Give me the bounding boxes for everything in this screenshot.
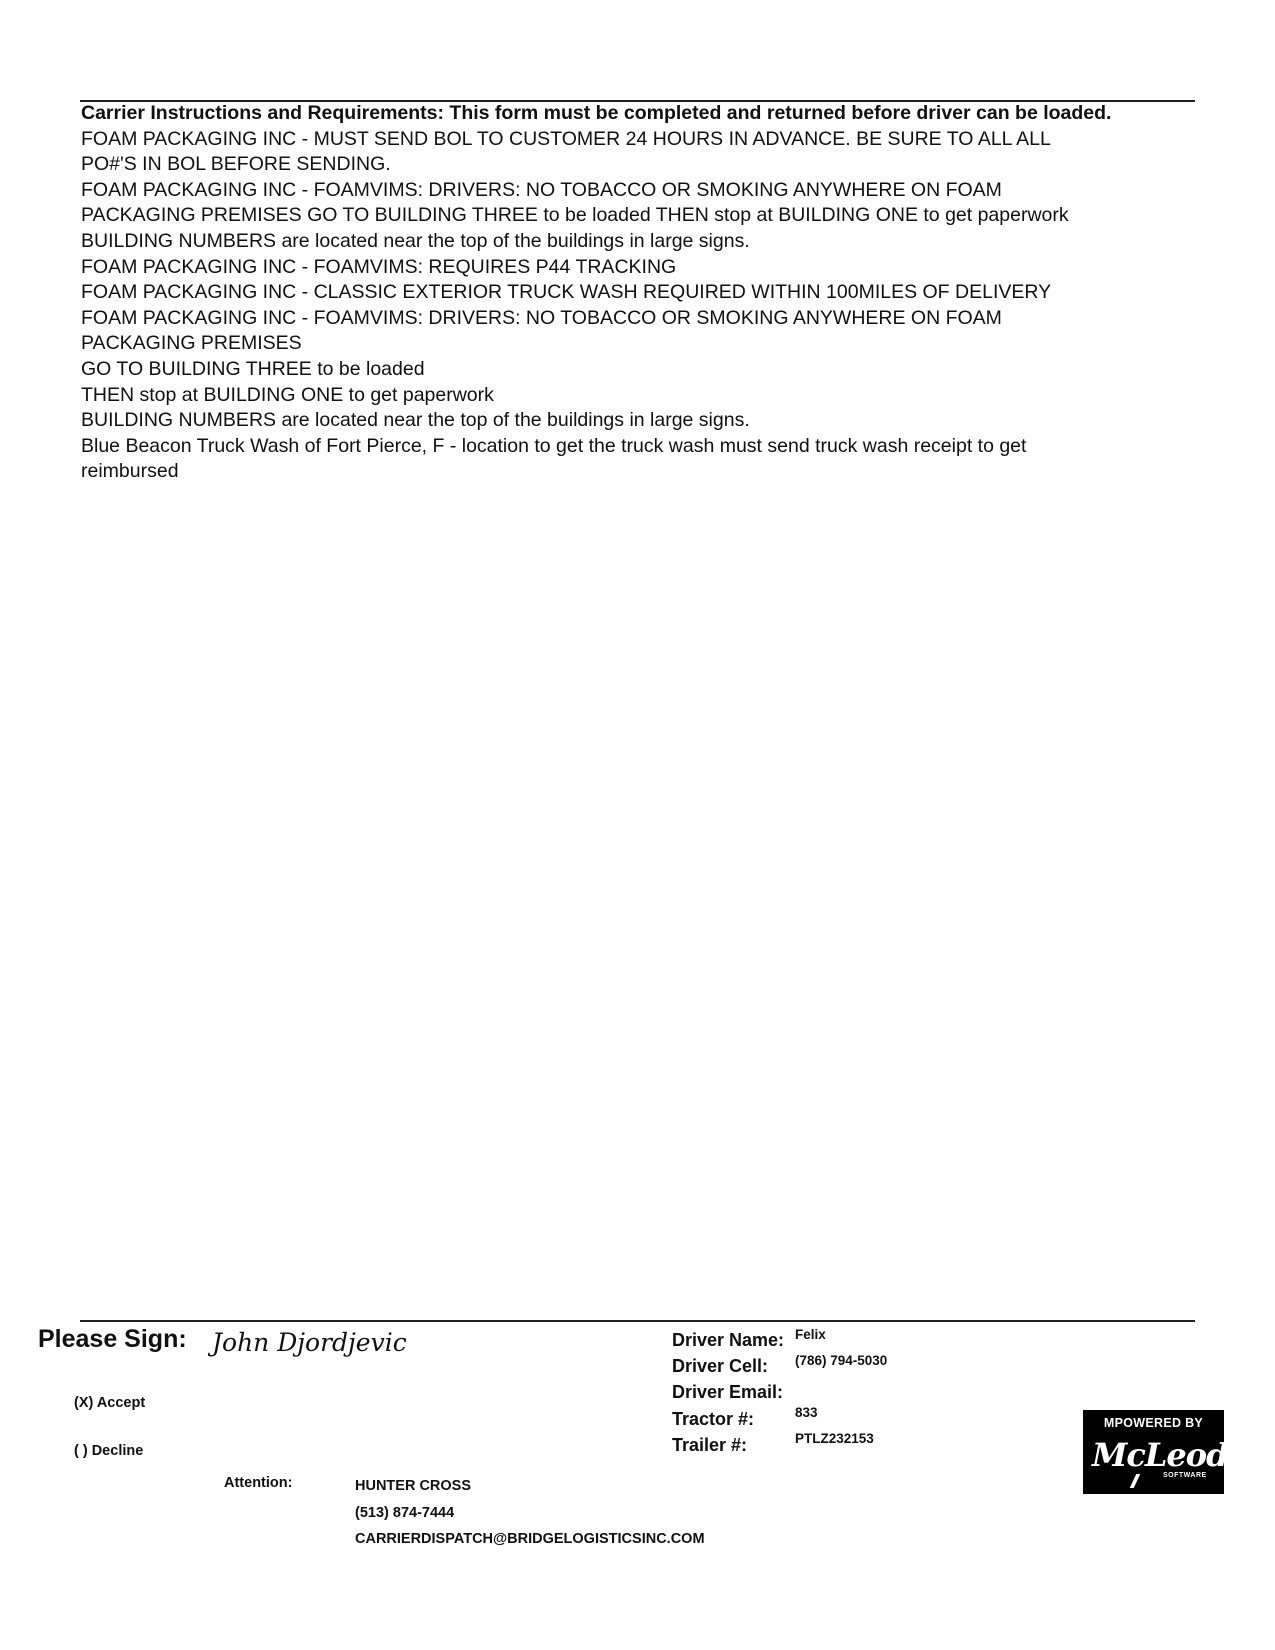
mcleod-logo <box>1083 1410 1228 1494</box>
instruction-line: GO TO BUILDING THREE to be loaded <box>81 357 425 380</box>
driver-name-label: Driver Name: <box>672 1330 785 1350</box>
logo-powered-text: MPOWERED BY <box>1103 1416 1204 1430</box>
instruction-line: BUILDING NUMBERS are located near the top of the buildings in large signs. <box>81 229 750 252</box>
instruction-line: THEN stop at BUILDING ONE to get paperwork <box>81 383 494 406</box>
contact-name: HUNTER CROSS <box>355 1478 472 1494</box>
instruction-line: FOAM PACKAGING INC - FOAMVIMS: REQUIRES P44 TRACKING <box>81 255 677 278</box>
instruction-line: FOAM PACKAGING INC - FOAMVIMS: DRIVERS: NO TOBACCO OR SMOKING ANYWHERE ON FOAM <box>81 306 1002 329</box>
instruction-line: Blue Beacon Truck Wash of Fort Pierce, F - location to get the truck wash must send truck wash receipt to get <box>81 434 1027 457</box>
tractor-value[interactable]: 833 <box>795 1405 818 1420</box>
driver-cell-value[interactable]: (786) 794-5030 <box>795 1353 888 1368</box>
contact-phone: (513) 874-7444 <box>355 1504 455 1521</box>
instructions-heading: Carrier Instructions and Requirements: This form must be completed and returned before driver can be loaded. <box>81 102 1112 124</box>
attention-contact <box>355 1473 705 1553</box>
driver-cell-label: Driver Cell: <box>672 1356 769 1377</box>
driver-labels <box>672 1327 784 1458</box>
signature-field[interactable]: John Djordjevic <box>212 1328 407 1357</box>
instruction-line: reimbursed <box>81 460 179 483</box>
driver-email-label: Driver Email: <box>672 1382 784 1403</box>
driver-name-value[interactable]: Felix <box>795 1327 826 1342</box>
tractor-label: Tractor #: <box>672 1408 755 1429</box>
carrier-instructions <box>81 101 1181 485</box>
attention-label: Attention: <box>224 1475 293 1491</box>
signature-divider <box>80 1320 1195 1322</box>
instruction-line: PACKAGING PREMISES <box>81 332 302 355</box>
trailer-label: Trailer #: <box>672 1434 748 1455</box>
contact-email: CARRIERDISPATCH@BRIDGELOGISTICSINC.COM <box>355 1531 705 1547</box>
instruction-line: FOAM PACKAGING INC - CLASSIC EXTERIOR TRUCK WASH REQUIRED WITHIN 100MILES OF DELIVERY <box>81 281 1052 304</box>
decline-option[interactable]: ( ) Decline <box>74 1443 144 1459</box>
please-sign-label: Please Sign: <box>38 1325 187 1353</box>
logo-slash-mark <box>1130 1474 1141 1488</box>
instruction-line: FOAM PACKAGING INC - FOAMVIMS: DRIVERS: NO TOBACCO OR SMOKING ANYWHERE ON FOAM <box>81 178 1002 201</box>
trailer-value[interactable]: PTLZ232153 <box>795 1431 874 1446</box>
accept-option[interactable]: (X) Accept <box>74 1395 146 1411</box>
instruction-line: PO#'S IN BOL BEFORE SENDING. <box>81 153 391 176</box>
logo-brand-text: McLeod <box>1092 1436 1228 1474</box>
logo-sub-text: SOFTWARE <box>1163 1472 1207 1479</box>
instruction-line: BUILDING NUMBERS are located near the top of the buildings in large signs. <box>81 409 750 432</box>
instruction-line: FOAM PACKAGING INC - MUST SEND BOL TO CUSTOMER 24 HOURS IN ADVANCE. BE SURE TO ALL ALL <box>81 127 1051 150</box>
instruction-line: PACKAGING PREMISES GO TO BUILDING THREE to be loaded THEN stop at BUILDING ONE to get paperwork <box>81 204 1069 227</box>
